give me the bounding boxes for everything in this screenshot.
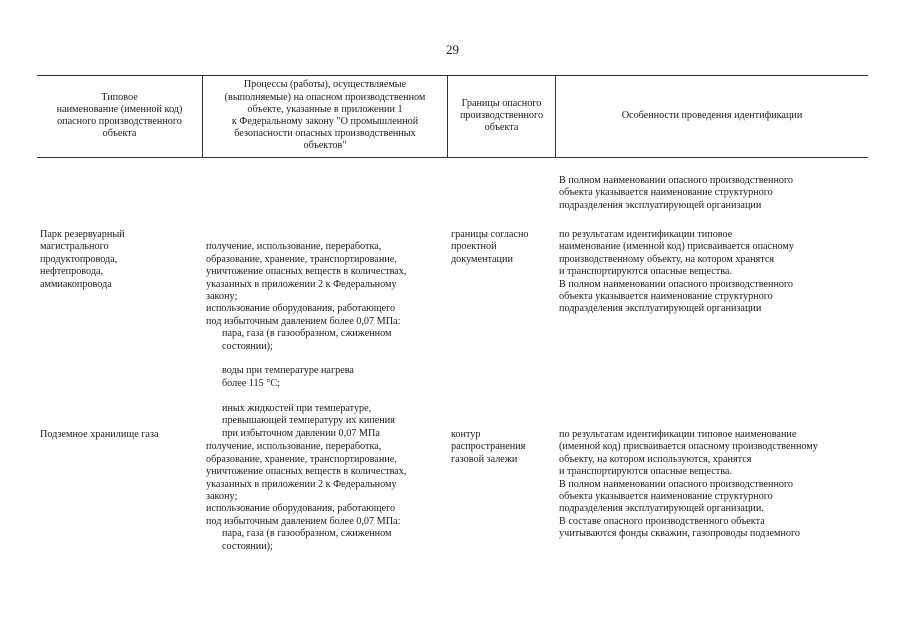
row-1-boundary: границы согласно проектной документации xyxy=(451,229,529,265)
row-2-features: по результатам идентификации типовое наименование (именной код) присваивается опасному производственному объекту, на котором используются, хранятся и транспортируются опасные вещества. В полном наименовании опасного производственного объекта указывается наименование структурного подразделения эксплуатирующей организации. В составе опасного производственного объекта учитываются фонды скважин, газопроводы подземного xyxy=(559,429,818,540)
row-2-process-sub-1: пара, газа (в газообразном, сжиженном состоянии); xyxy=(222,528,392,552)
carryover-note: В полном наименовании опасного производственного объекта указывается наименование структурного подразделения эксплуатирующей организации xyxy=(559,175,794,211)
row-1-process-sub-2: воды при температуре нагрева более 115 °С; xyxy=(222,365,354,389)
row-1-features: по результатам идентификации типовое наименование (именной код) присваивается опасному производственному объекту, на котором хранятся и транспортируются опасные вещества. В полном наименовании опасного производственного объекта указывается наименование структурного подразделения эксплуатирующей организации xyxy=(559,229,794,315)
table-header-rule xyxy=(37,157,868,158)
row-2-boundary: контур распространения газовой залежи xyxy=(451,429,526,465)
row-2-processes xyxy=(206,429,446,565)
column-header-object-name xyxy=(37,76,202,156)
row-1-process-sub-1: пара, газа (в газообразном, сжиженном состоянии); xyxy=(222,328,392,352)
row-1-process-sub-3: иных жидкостей при температуре, превышающей температуру их кипения при избыточном давлении 0,07 МПа xyxy=(222,402,395,439)
column-header-boundaries-text: Границы опасного производственного объекта xyxy=(459,97,544,134)
row-2-process-main: получение, использование, переработка, образование, хранение, транспортирование, уничтожение опасных веществ в количествах, указанных в приложении 2 к Федеральному закону; использование оборудования, работающего под избыточным давлением более 0,07 МПа: xyxy=(206,441,407,527)
column-header-boundaries xyxy=(448,76,555,156)
row-1-process-main: получение, использование, переработка, образование, хранение, транспортирование, уничтожение опасных веществ в количествах, указанных в приложении 2 к Федеральному закону; использование оборудования, работающего под избыточным давлением более 0,07 МПа: xyxy=(206,241,407,327)
column-header-processes xyxy=(203,76,447,156)
row-1-object-name: Парк резервуарный магистрального продуктопровода, нефтепровода, аммиакопровода xyxy=(40,229,125,290)
column-header-object-name-text: Типовое наименование (именной код) опасного производственного объекта xyxy=(56,91,183,140)
column-header-identification xyxy=(556,76,868,156)
column-header-processes-text: Процессы (работы), осуществляемые (выполняемые) на опасном производственном объекте, указанные в приложении 1 к Федеральному закону "О промышленной безопасности опасных производственных объектов" xyxy=(224,79,426,152)
page-number: 29 xyxy=(446,42,459,57)
row-1-processes xyxy=(206,229,446,452)
row-2-object-name: Подземное хранилище газа xyxy=(40,429,159,440)
column-header-identification-text: Особенности проведения идентификации xyxy=(621,109,803,121)
